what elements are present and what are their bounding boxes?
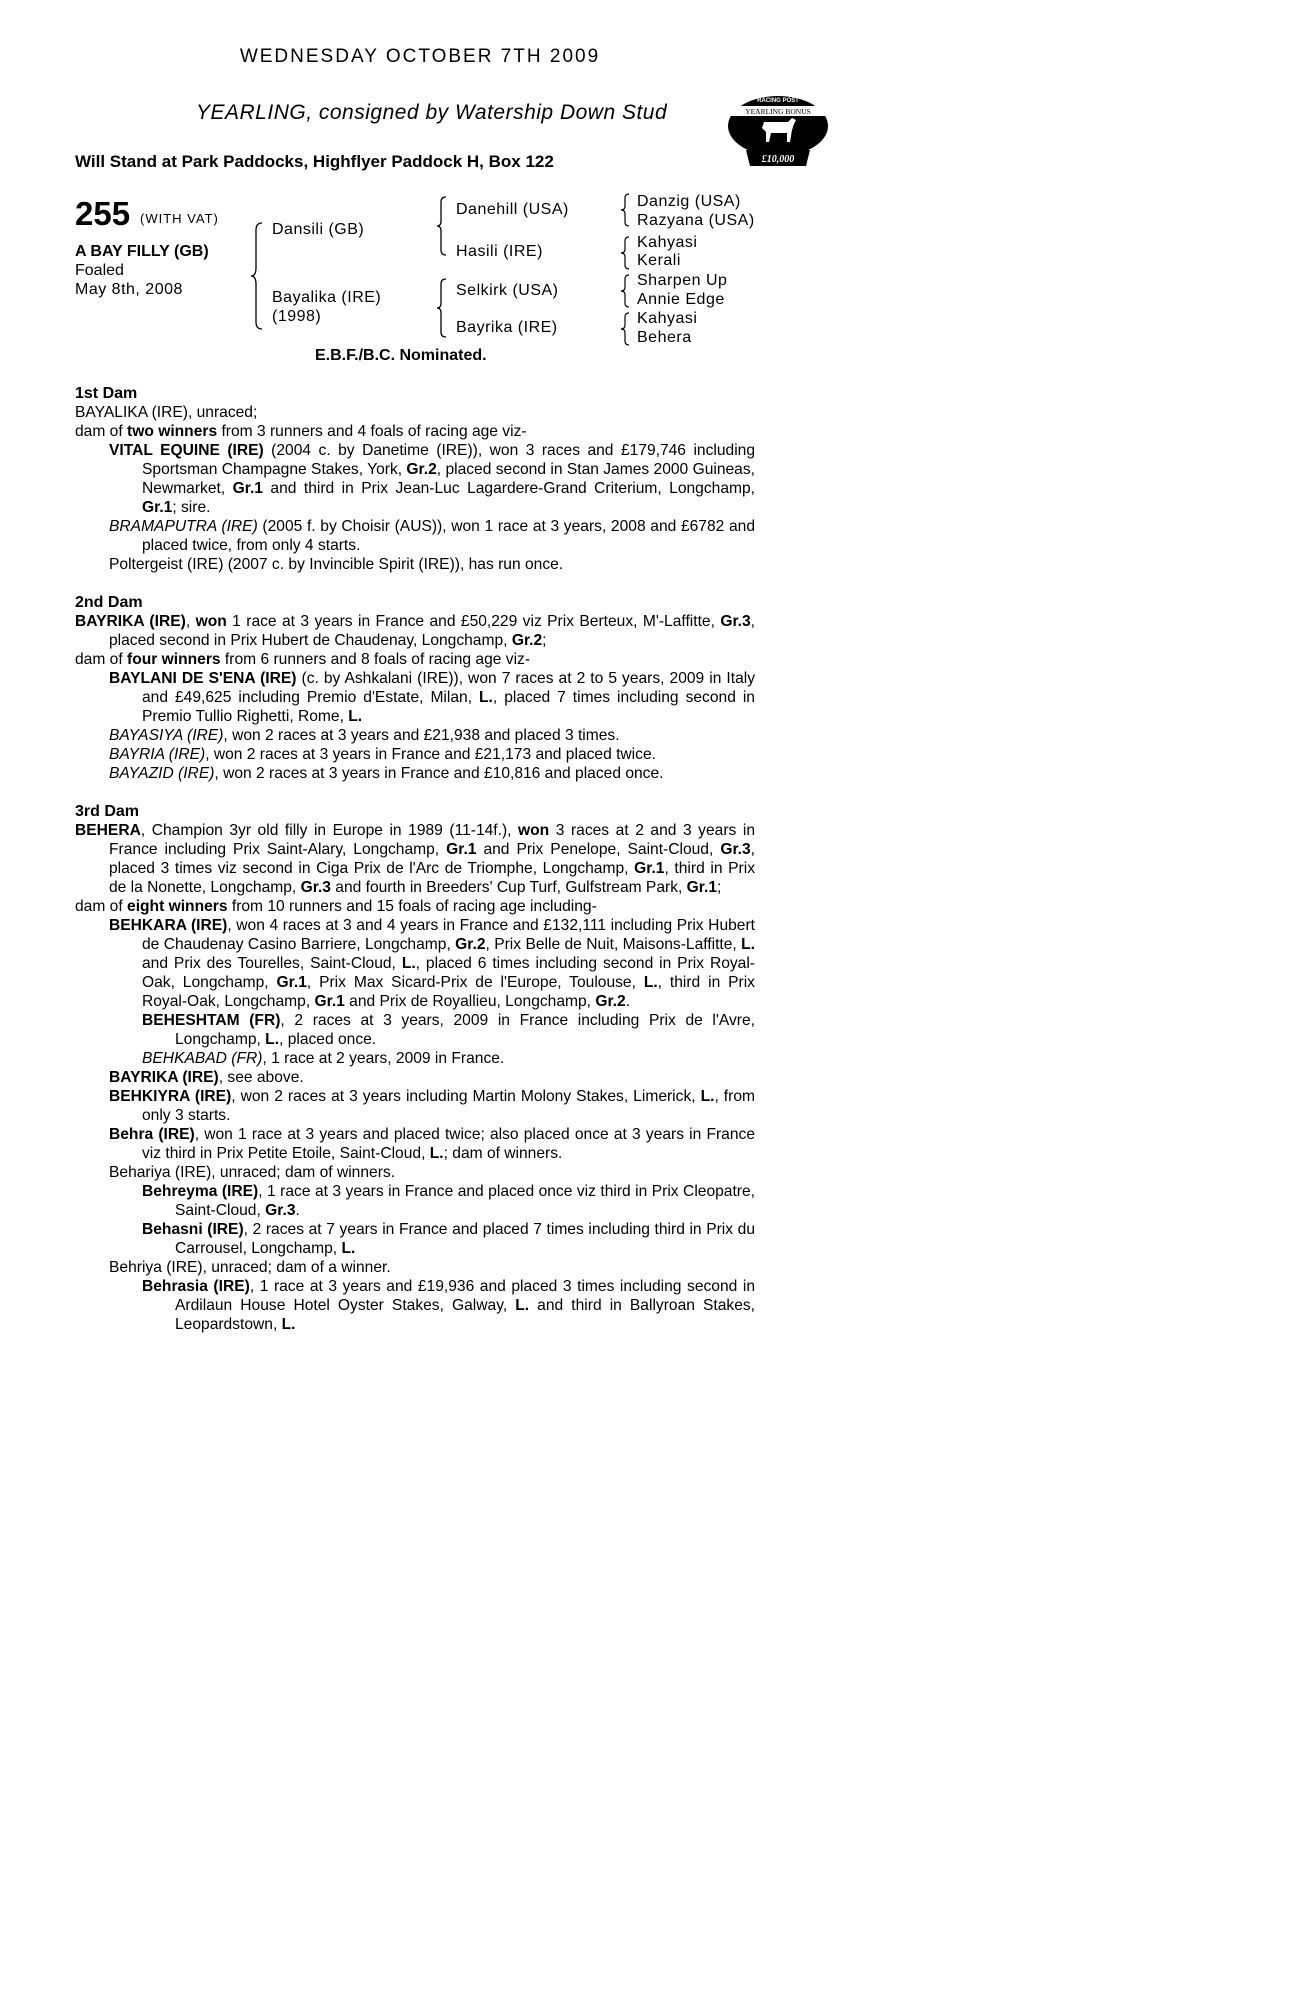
produce-entry: BAYASIYA (IRE), won 2 races at 3 years and £21,938 and placed 3 times. (109, 727, 620, 744)
pedigree-g6: Annie Edge (637, 291, 725, 308)
produce-entry: Poltergeist (IRE) (2007 c. by Invincible Spirit (IRE)), has run once. (109, 556, 564, 573)
produce-entry: BAYRIKA (IRE), see above. (109, 1069, 304, 1086)
consignment-line: YEARLING, consigned by Watership Down Stud (196, 101, 668, 124)
produce-entry: Behreyma (IRE), 1 race at 3 years in France and placed once viz third in Prix Cleopatre, Saint-Cloud, Gr.3. (142, 1183, 755, 1219)
produce-entry: Behasni (IRE), 2 races at 7 years in France and placed 7 times including third in Prix du Carrousel, Longchamp, L. (142, 1221, 756, 1257)
nomination-note: E.B.F./B.C. Nominated. (315, 347, 487, 364)
second-dam-line: BAYRIKA (IRE), won 1 race at 3 years in France and £50,229 viz Prix Berteux, M'-Laffitte, Gr.3, placed second in Prix Hubert de Chaudenay, Longchamp, Gr.2; (75, 613, 755, 649)
lot-number: 255 (75, 195, 131, 232)
third-dam-produce-line: dam of eight winners from 10 runners and 15 foals of racing age including- (75, 898, 597, 915)
badge-banner-text: YEARLING BONUS (745, 107, 811, 116)
produce-entry: BEHESHTAM (FR), 2 races at 3 years, 2009 in France including Prix de l'Avre, Longchamp, L., placed once. (142, 1012, 755, 1048)
pedigree-sire: Dansili (GB) (272, 221, 365, 238)
produce-entry: BAYLANI DE S'ENA (IRE) (c. by Ashkalani (IRE)), won 7 races at 2 to 5 years, 2009 in Italy and £49,625 including Premio d'Estate, Milan, L., placed 7 times including second in Premio Tullio Righetti, Rome, L. (109, 670, 756, 725)
pedigree-dam: Bayalika (IRE) (272, 289, 382, 306)
pedigree-brace-3b (620, 236, 630, 270)
pedigree-brace-1 (250, 222, 264, 330)
first-dam-line: BAYALIKA (IRE), unraced; (75, 404, 258, 421)
pedigree-dam-year: (1998) (272, 308, 322, 325)
pedigree-g5: Sharpen Up (637, 272, 728, 289)
badge-top-text: RACING POST (757, 98, 799, 104)
catalogue-entry (75, 384, 755, 1334)
pedigree-sire-dam: Hasili (IRE) (456, 243, 543, 260)
first-dam-heading: 1st Dam (75, 385, 138, 402)
second-dam-heading: 2nd Dam (75, 594, 143, 611)
produce-entry: BAYAZID (IRE), won 2 races at 3 years in France and £10,816 and placed once. (109, 765, 664, 782)
produce-entry: Behriya (IRE), unraced; dam of a winner. (109, 1259, 391, 1276)
pedigree-brace-3c (620, 274, 630, 308)
first-dam-produce-line: dam of two winners from 3 runners and 4 foals of racing age viz- (75, 423, 527, 440)
pedigree-g7: Kahyasi (637, 310, 698, 327)
produce-entry: Behrasia (IRE), 1 race at 3 years and £19,936 and placed 3 times including second in Ardilaun House Hotel Oyster Stakes, Galway, L. and third in Ballyroan Stakes, Leopardstown, L. (142, 1278, 756, 1333)
produce-entry: Behariya (IRE), unraced; dam of winners. (109, 1164, 396, 1181)
produce-entry: BAYRIA (IRE), won 2 races at 3 years in France and £21,173 and placed twice. (109, 746, 656, 763)
pedigree-dam-dam: Bayrika (IRE) (456, 319, 558, 336)
pedigree-brace-2b (436, 278, 448, 338)
produce-entry: BEHKIYRA (IRE), won 2 races at 3 years including Martin Molony Stakes, Limerick, L., from only 3 starts. (109, 1088, 755, 1124)
lot-vat-note: (WITH VAT) (140, 211, 219, 226)
second-dam-produce-line: dam of four winners from 6 runners and 8 foals of racing age viz- (75, 651, 531, 668)
pedigree-brace-3d (620, 312, 630, 346)
produce-entry: Behra (IRE), won 1 race at 3 years and placed twice; also placed once at 3 years in France viz third in Prix Petite Etoile, Saint-Cloud, L.; dam of winners. (109, 1126, 755, 1162)
produce-entry: BEHKARA (IRE), won 4 races at 3 and 4 years in France and £132,111 including Prix Hubert de Chaudenay Casino Barriere, Longchamp, Gr.2, Prix Belle de Nuit, Maisons-Laffitte, L. and Prix des Tourelles, Saint-Cloud, L., placed 6 times including second in Prix Royal-Oak, Longchamp, Gr.1, Prix Max Sicard-Prix de l'Europe, Toulouse, L., third in Prix Royal-Oak, Longchamp, Gr.1 and Prix de Royallieu, Longchamp, Gr.2. (109, 917, 756, 1010)
pedigree-g8: Behera (637, 329, 692, 346)
produce-entry: BEHKABAD (FR), 1 race at 2 years, 2009 in France. (142, 1050, 505, 1067)
produce-entry: VITAL EQUINE (IRE) (2004 c. by Danetime (IRE)), won 3 races and £179,746 including Sportsman Champagne Stakes, York, Gr.2, placed second in Stan James 2000 Guineas, Newmarket, Gr.1 and third in Prix Jean-Luc Lagardere-Grand Criterium, Longchamp, Gr.1; sire. (109, 442, 756, 516)
pedigree-g1: Danzig (USA) (637, 193, 741, 210)
stand-location: Will Stand at Park Paddocks, Highflyer Paddock H, Box 122 (75, 152, 554, 171)
badge-amount: £10,000 (761, 154, 795, 165)
lot-name: A BAY FILLY (GB) (75, 243, 209, 260)
yearling-bonus-badge (726, 90, 830, 168)
pedigree-g4: Kerali (637, 252, 681, 269)
pedigree-g3: Kahyasi (637, 234, 698, 251)
sale-date: WEDNESDAY OCTOBER 7TH 2009 (239, 46, 601, 67)
third-dam-line: BEHERA, Champion 3yr old filly in Europe in 1989 (11-14f.), won 3 races at 2 and 3 years in France including Prix Saint-Alary, Longchamp, Gr.1 and Prix Penelope, Saint-Cloud, Gr.3, placed 3 times viz second in Ciga Prix de l'Arc de Triomphe, Longchamp, Gr.1, third in Prix de la Nonette, Longchamp, Gr.3 and fourth in Breeders' Cup Turf, Gulfstream Park, Gr.1; (75, 822, 755, 896)
pedigree-dam-sire: Selkirk (USA) (456, 282, 559, 299)
foaled-label: Foaled (75, 262, 124, 279)
pedigree-g2: Razyana (USA) (637, 212, 755, 229)
foaled-date: May 8th, 2008 (75, 281, 183, 298)
pedigree-sire-sire: Danehill (USA) (456, 201, 569, 218)
produce-entry: BRAMAPUTRA (IRE) (2005 f. by Choisir (AUS)), won 1 race at 3 years, 2008 and £6782 and placed twice, from only 4 starts. (109, 518, 755, 554)
pedigree-brace-3a (620, 193, 630, 227)
pedigree-brace-2a (436, 196, 448, 256)
third-dam-heading: 3rd Dam (75, 803, 140, 820)
